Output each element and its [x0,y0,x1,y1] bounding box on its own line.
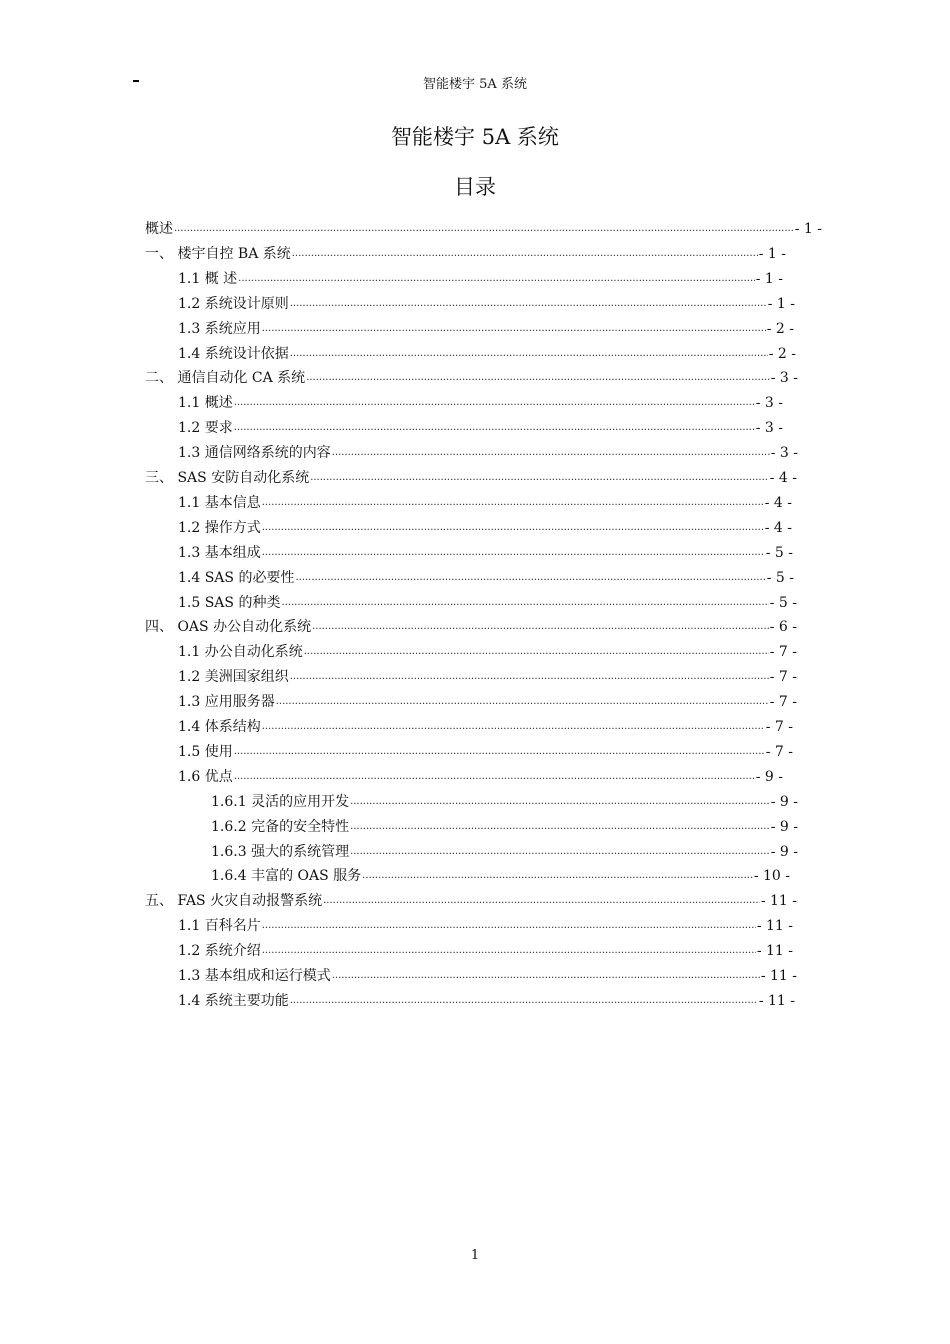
toc-entry-page: - 4 - [769,470,797,486]
toc-leader-dots [238,272,755,286]
toc-entry-page: - 5 - [766,569,794,586]
toc-leader-dots [281,596,768,610]
toc-entry-page: - 3 - [770,370,798,387]
toc-leader-dots [295,571,765,585]
toc-entry-page: - 1 - [767,295,795,312]
toc-entry[interactable] [178,639,797,661]
toc-leader-dots [234,396,755,410]
toc-entry-label: 1.6.1 灵活的应用开发 [211,793,350,810]
toc-entry-page: - 9 - [770,843,798,860]
toc-entry-label: 1.3 基本组成 [178,544,261,561]
toc-entry-page: - 7 - [765,719,793,735]
toc-leader-dots [350,795,770,809]
toc-leader-dots [276,695,769,709]
toc-entry[interactable] [178,590,797,612]
toc-entry-page: - 4 - [764,519,792,536]
running-header: 智能楼宇 5A 系统 [423,77,527,92]
toc-entry-page: - 11 - [760,893,797,910]
toc-entry-page: - 9 - [770,818,798,835]
toc-entry-page: - 11 - [758,992,795,1009]
toc-entry-page: - 2 - [768,345,796,362]
toc-entry-page: - 11 - [760,968,797,984]
toc-entry-page: - 7 - [765,743,793,760]
toc-leader-dots [323,894,760,908]
toc-leader-dots [312,620,769,634]
toc-entry-label: 1.1 办公自动化系统 [178,644,303,661]
toc-entry-label: 四、 OAS 办公自动化系统 [145,619,312,636]
toc-entry[interactable] [211,863,790,885]
toc-entry-page: - 9 - [755,768,783,785]
toc-entry[interactable] [178,988,795,1010]
toc-entry-label: 1.3 基本组成和运行模式 [178,968,331,984]
toc-entry[interactable] [178,963,797,985]
toc-entry[interactable] [178,938,793,960]
toc-entry[interactable] [178,764,783,786]
toc-entry-label: 1.6.2 完备的安全特性 [211,818,350,835]
toc-leader-dots [234,745,765,759]
toc-entry[interactable] [178,490,792,512]
toc-leader-dots [234,770,755,784]
toc-entry-page: - 7 - [769,669,797,686]
toc-entry-page: - 10 - [753,868,790,885]
toc-entry-page: - 1 - [794,221,822,237]
toc-entry-label: 三、 SAS 安防自动化系统 [145,470,310,486]
toc-leader-dots [292,247,758,261]
toc-entry[interactable] [178,565,794,587]
toc-entry[interactable] [145,465,797,487]
toc-leader-dots [262,944,756,958]
toc-entry-label: 1.1 百科名片 [178,918,261,935]
toc-entry-label: 1.4 系统设计依据 [178,345,289,362]
toc-entry-label: 二、 通信自动化 CA 系统 [145,370,306,387]
toc-leader-dots [262,720,765,734]
toc-leader-dots [310,471,769,485]
toc-entry[interactable] [178,341,796,363]
toc-entry-label: 1.6 优点 [178,768,233,785]
toc-entry-page: - 4 - [764,494,792,511]
toc-leader-dots [362,869,753,883]
toc-entry[interactable] [145,888,797,910]
toc-entry-page: - 5 - [765,544,793,561]
toc-entry-label: 1.2 操作方式 [178,519,261,536]
toc-entry[interactable] [178,515,792,537]
toc-leader-dots [262,546,765,560]
toc-entry-page: - 3 - [755,420,783,437]
toc-entry[interactable] [178,540,793,562]
toc-entry-page: - 3 - [770,445,798,462]
toc-entry-page: - 7 - [769,694,797,711]
toc-entry-page: - 9 - [770,793,798,810]
toc-entry[interactable] [178,291,795,313]
toc-leader-dots [332,969,760,983]
toc-entry[interactable] [211,814,798,836]
toc-leader-dots [262,521,764,535]
toc-entry-page: - 11 - [756,918,793,935]
toc-entry[interactable] [178,266,783,288]
toc-entry-label: 1.1 概述 [178,395,233,412]
toc-leader-dots [290,994,758,1008]
toc-entry-label: 1.2 要求 [178,420,233,437]
toc-leader-dots [262,496,764,510]
toc-entry-page: - 5 - [769,594,797,611]
toc-entry-page: - 2 - [766,320,794,337]
toc-entry-label: 1.6.3 强大的系统管理 [211,843,350,860]
page-number: 1 [470,1248,480,1263]
toc-entry-label: 1.2 系统设计原则 [178,295,289,312]
toc-entry[interactable] [178,714,793,736]
toc-leader-dots [290,347,768,361]
toc-leader-dots [174,222,794,236]
toc-entry[interactable] [145,241,786,263]
toc-entry-page: - 6 - [769,619,797,636]
toc-entry-label: 一、 楼宇自控 BA 系统 [145,245,291,262]
toc-entry-label: 1.5 使用 [178,743,233,760]
toc-entry-label: 1.2 系统介绍 [178,943,261,960]
toc-entry-page: - 3 - [755,395,783,412]
toc-entry[interactable] [178,390,783,412]
toc-entry-label: 1.5 SAS 的种类 [178,594,281,611]
toc-leader-dots [290,297,767,311]
toc-entry[interactable] [211,789,798,811]
toc-entry-label: 1.6.4 丰富的 OAS 服务 [211,868,362,885]
toc-entry-label: 1.4 体系结构 [178,719,261,735]
toc-entry[interactable] [145,365,798,387]
toc-entry[interactable] [178,316,794,338]
toc-entry-label: 1.4 系统主要功能 [178,992,289,1009]
toc-entry-page: - 1 - [755,270,783,287]
toc-entry-page: - 11 - [756,943,793,960]
toc-entry-page: - 7 - [769,644,797,661]
toc-leader-dots [262,322,766,336]
toc-entry-label: 五、 FAS 火灾自动报警系统 [145,893,323,910]
toc-entry-label: 1.1 概 述 [178,270,238,287]
toc-entry[interactable] [178,913,793,935]
toc-leader-dots [350,845,770,859]
toc-entry[interactable] [178,664,797,686]
toc-entry-label: 1.3 应用服务器 [178,694,275,711]
toc-leader-dots [304,645,769,659]
document-title: 智能楼宇 5A 系统 [391,125,559,149]
toc-entry[interactable] [178,689,797,711]
toc-leader-dots [332,446,770,460]
toc-entry[interactable] [178,440,798,462]
toc-entry[interactable] [178,415,783,437]
toc-entry-page: - 1 - [758,245,786,262]
toc-entry[interactable] [145,216,822,238]
toc-leader-dots [234,421,755,435]
toc-leader-dots [290,670,769,684]
toc-entry[interactable] [145,614,797,636]
toc-leader-dots [350,820,770,834]
toc-entry-label: 1.3 系统应用 [178,320,261,337]
toc-heading: 目录 [454,175,496,199]
toc-entry-label: 1.3 通信网络系统的内容 [178,445,331,462]
toc-entry-label: 概述 [145,221,173,237]
toc-leader-dots [262,919,756,933]
toc-entry-label: 1.4 SAS 的必要性 [178,569,295,586]
toc-entry[interactable] [178,739,793,761]
toc-entry-label: 1.2 美洲国家组织 [178,669,289,686]
toc-entry[interactable] [211,839,798,861]
toc-entry-label: 1.1 基本信息 [178,494,261,511]
toc-leader-dots [306,371,770,385]
